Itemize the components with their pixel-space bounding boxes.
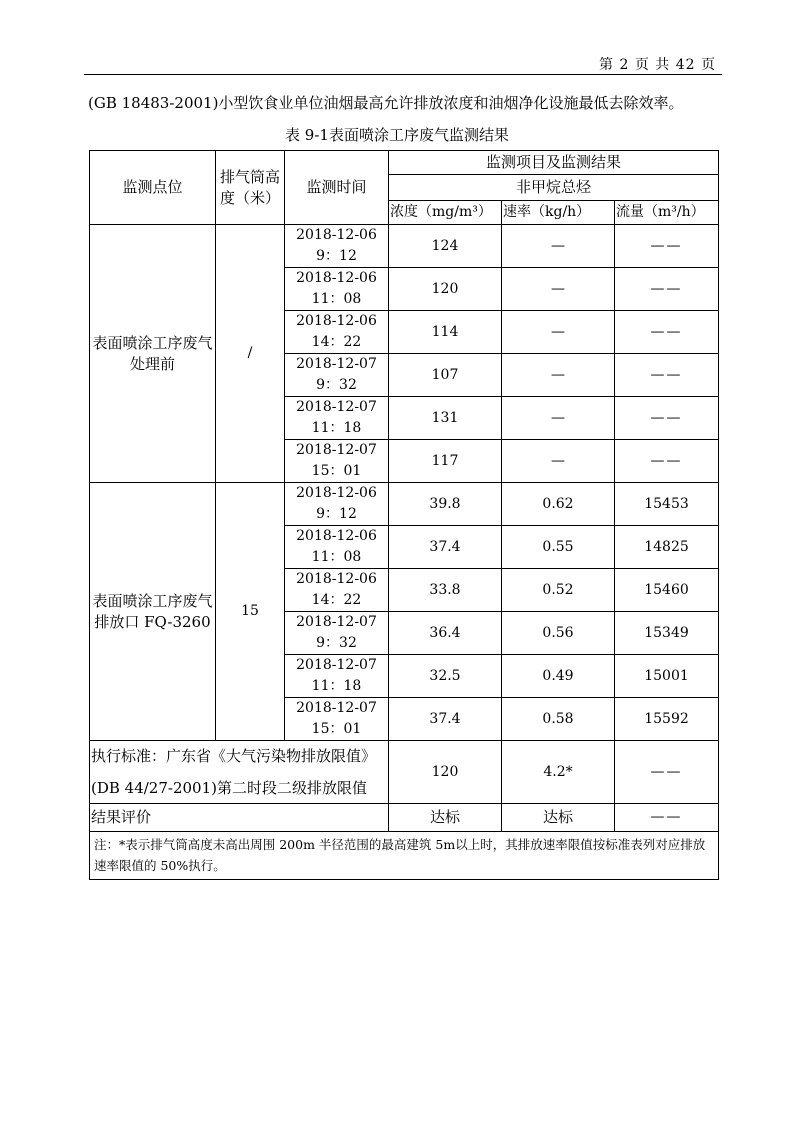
evaluation-concentration: 达标 [389,804,502,832]
concentration-cell: 124 [389,225,502,268]
concentration-cell: 37.4 [389,698,502,741]
concentration-cell: 37.4 [389,526,502,569]
time-cell: 2018-12-06 14：22 [285,311,389,354]
time-cell: 2018-12-07 9：32 [285,354,389,397]
header-pollutant: 非甲烷总烃 [389,175,719,201]
standard-flow: —— [615,741,719,804]
group-height: 15 [216,483,285,741]
standard-label: 执行标准：广东省《大气污染物排放限值》 (DB 44/27-2001)第二时段二级排放限值 [90,741,389,804]
evaluation-label: 结果评价 [90,804,389,832]
rate-cell: — [502,354,615,397]
concentration-cell: 107 [389,354,502,397]
time-cell: 2018-12-06 9：12 [285,225,389,268]
flow-cell: —— [615,311,719,354]
rate-cell: — [502,397,615,440]
standard-rate: 4.2* [502,741,615,804]
concentration-cell: 32.5 [389,655,502,698]
concentration-cell: 39.8 [389,483,502,526]
standard-row [90,741,719,804]
rate-cell: 0.58 [502,698,615,741]
flow-cell: —— [615,440,719,483]
concentration-cell: 114 [389,311,502,354]
standard-concentration: 120 [389,741,502,804]
time-cell: 2018-12-07 9：32 [285,612,389,655]
evaluation-row [90,804,719,832]
concentration-cell: 120 [389,268,502,311]
evaluation-flow: —— [615,804,719,832]
time-cell: 2018-12-07 15：01 [285,698,389,741]
table-row [90,483,719,526]
time-cell: 2018-12-06 11：08 [285,268,389,311]
rate-cell: 0.56 [502,612,615,655]
time-cell: 2018-12-07 11：18 [285,397,389,440]
concentration-cell: 36.4 [389,612,502,655]
flow-cell: —— [615,225,719,268]
table-row [90,225,719,268]
flow-cell: —— [615,268,719,311]
group-height: / [216,225,285,483]
rate-cell: — [502,268,615,311]
page-header [84,52,722,75]
flow-cell: 14825 [615,526,719,569]
group-point: 表面喷涂工序废气排放口 FQ-3260 [90,483,216,741]
header-items: 监测项目及监测结果 [389,151,719,175]
header-time: 监测时间 [285,151,389,225]
header-height: 排气筒高度（米） [216,151,285,225]
header-point: 监测点位 [90,151,216,225]
table-note: 注：*表示排气筒高度未高出周围 200m 半径范围的最高建筑 5m以上时，其排放速率限值按标准表列对应排放速率限值的 50%执行。 [90,832,719,880]
evaluation-rate: 达标 [502,804,615,832]
time-cell: 2018-12-06 14：22 [285,569,389,612]
monitoring-results-table [89,150,719,880]
flow-cell: 15592 [615,698,719,741]
table-caption: 表 9-1表面喷涂工序废气监测结果 [285,126,509,144]
note-row [90,832,719,880]
flow-cell: 15453 [615,483,719,526]
rate-cell: — [502,311,615,354]
rate-cell: — [502,440,615,483]
rate-cell: 0.52 [502,569,615,612]
rate-cell: 0.62 [502,483,615,526]
page-number: 第 2 页 共 42 页 [599,57,716,73]
flow-cell: 15349 [615,612,719,655]
header-rate: 速率（kg/h） [502,201,615,225]
flow-cell: —— [615,354,719,397]
group-point: 表面喷涂工序废气处理前 [90,225,216,483]
time-cell: 2018-12-06 11：08 [285,526,389,569]
concentration-cell: 33.8 [389,569,502,612]
concentration-cell: 117 [389,440,502,483]
header-flow: 流量（m³/h） [615,201,719,225]
time-cell: 2018-12-06 9：12 [285,483,389,526]
rate-cell: — [502,225,615,268]
rate-cell: 0.55 [502,526,615,569]
flow-cell: —— [615,397,719,440]
time-cell: 2018-12-07 11：18 [285,655,389,698]
concentration-cell: 131 [389,397,502,440]
header-concentration: 浓度（mg/m³） [389,201,502,225]
time-cell: 2018-12-07 15：01 [285,440,389,483]
intro-paragraph: (GB 18483-2001)小型饮食业单位油烟最高允许排放浓度和油烟净化设施最低去除效率。 [88,94,684,112]
flow-cell: 15460 [615,569,719,612]
rate-cell: 0.49 [502,655,615,698]
flow-cell: 15001 [615,655,719,698]
